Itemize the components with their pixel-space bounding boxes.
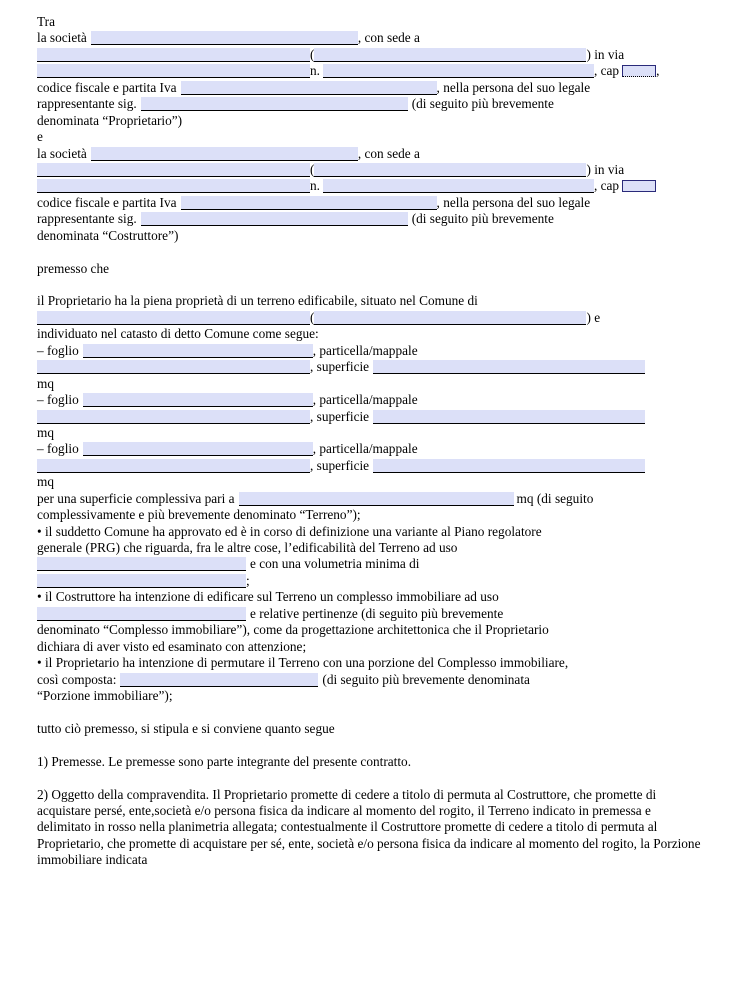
parcel-field-2[interactable]: [37, 410, 310, 424]
minimum-volume-field[interactable]: [37, 574, 246, 588]
parcel-label-3: , particella/mappale: [312, 441, 418, 457]
unit-label-2: mq: [37, 424, 54, 440]
cap-field[interactable]: [622, 65, 656, 77]
line-parcel-1: [37, 359, 705, 375]
line-portion-denomination: [37, 688, 705, 704]
line-representative-2: [37, 211, 705, 227]
line-composed: [37, 672, 705, 688]
line-fiscal-2: [37, 195, 705, 211]
sheet-label-2: – foglio: [37, 392, 79, 408]
line-fiscal-1: [37, 80, 705, 96]
line-sheet-2: [37, 392, 705, 408]
line-company-1: [37, 30, 705, 46]
line-prg-2: [37, 540, 705, 556]
line-sheet-1: [37, 343, 705, 359]
connector-label: e: [37, 129, 43, 145]
line-unit-2: [37, 425, 705, 441]
unit-label-1: mq: [37, 375, 54, 391]
total-surface-field[interactable]: [239, 492, 514, 506]
spacer-4: [37, 737, 705, 753]
line-tra: [37, 14, 705, 30]
spacer-3: [37, 704, 705, 720]
parcel-field-1[interactable]: [37, 360, 310, 374]
line-total-surface-2: [37, 507, 705, 523]
builder-line4: dichiara di aver visto ed esaminato con attenzione;: [37, 638, 307, 654]
representative-label: rappresentante sig.: [37, 96, 137, 112]
cap-label: , cap: [593, 63, 620, 79]
fiscal-code-label-2: codice fiscale e partita Iva: [37, 194, 177, 210]
sheet-field-2[interactable]: [83, 393, 313, 407]
total-surface-line2: complessivamente e più brevemente denominato “Terreno”);: [37, 507, 361, 523]
total-surface-prefix: per una superficie complessiva pari a: [37, 490, 235, 506]
line-municipality: [37, 310, 705, 326]
line-representative-1: [37, 96, 705, 112]
fiscal-code-tail: , nella persona del suo legale: [436, 79, 591, 95]
spacer-5: [37, 770, 705, 786]
line-builder-denomination: [37, 228, 705, 244]
cap-trailing-comma: ,: [656, 63, 660, 79]
portion-denomination: “Porzione immobiliare”);: [37, 687, 173, 703]
line-parcel-2: [37, 409, 705, 425]
clause-1-text: 1) Premesse. Le premesse sono parte integrante del presente contratto.: [37, 753, 412, 769]
line-seat-2: [37, 162, 705, 178]
seat-city-field-2[interactable]: [37, 163, 310, 177]
volume-mid-label: e con una volumetria minima di: [250, 556, 420, 572]
municipality-field[interactable]: [37, 311, 310, 325]
bullet-builder-line1: • il Costruttore ha intenzione di edificare sul Terreno un complesso immobiliare ad uso: [37, 589, 499, 605]
sheet-field-3[interactable]: [83, 442, 313, 456]
surface-field-2[interactable]: [373, 410, 645, 424]
intro-label: Tra: [37, 14, 55, 29]
seat-province-field[interactable]: [314, 48, 586, 62]
line-cadastre: [37, 326, 705, 342]
line-connector: [37, 129, 705, 145]
line-total-surface: [37, 491, 705, 507]
representative-tail-2: (di seguito più brevemente: [411, 211, 554, 227]
line-owner-bullet-1: [37, 655, 705, 671]
surface-label-1: , superficie: [310, 359, 370, 375]
total-surface-suffix: mq (di seguito: [516, 490, 594, 506]
sheet-field-1[interactable]: [83, 344, 313, 358]
surface-label-2: , superficie: [310, 408, 370, 424]
line-builder-use: [37, 606, 705, 622]
fiscal-code-tail-2: , nella persona del suo legale: [436, 194, 591, 210]
sheet-label-3: – foglio: [37, 441, 79, 457]
line-seat-1: [37, 47, 705, 63]
owner-denomination: denominata “Proprietario”): [37, 112, 183, 128]
company-label-2: la società: [37, 145, 87, 161]
builder-use-field[interactable]: [37, 607, 246, 621]
line-owner-denomination: [37, 113, 705, 129]
line-builder-3: [37, 622, 705, 638]
builder-denomination: denominata “Costruttore”): [37, 227, 179, 243]
representative-field-2[interactable]: [141, 212, 408, 226]
composed-label: così composta:: [37, 671, 117, 687]
representative-label-2: rappresentante sig.: [37, 211, 137, 227]
composed-tail: (di seguito più brevemente denominata: [322, 671, 530, 687]
street-field-2[interactable]: [37, 179, 310, 193]
stipulation-text: tutto ciò premesso, si stipula e si conviene quanto segue: [37, 720, 335, 736]
clause-2-paragraph: 2) Oggetto della compravendita. Il Proprietario promette di cedere a titolo di permuta al Costruttore, che promette di acquistare persé, ente,società e/o persona fisica da indicare al momento del rogito, il Terreno indicato in premessa e delimitato in rosso nella planimetria allegata; contestualmente il Costruttore promette di cedere a titolo di permuta al Proprietario, che promette di acquistare per sé, ente, società e/o persona fisica da indicare al momento del rogito, la Porzione immobiliare indicata: [37, 786, 701, 868]
line-street-1: [37, 63, 705, 79]
line-unit-3: [37, 474, 705, 490]
line-builder-1: [37, 589, 705, 605]
composed-of-field[interactable]: [120, 673, 318, 687]
surface-label-3: , superficie: [310, 457, 370, 473]
company-name-field[interactable]: [91, 31, 358, 45]
municipality-suffix: ) e: [586, 309, 601, 325]
street-number-label: n.: [310, 63, 320, 79]
bullet-prg-line2: generale (PRG) che riguarda, fra le altre cose, l’edificabilità del Terreno ad uso: [37, 540, 458, 555]
volume-end-semicolon: ;: [246, 572, 250, 588]
municipality-open-paren: (: [310, 309, 315, 325]
seat-label: , con sede a: [357, 30, 420, 46]
fiscal-code-field-2[interactable]: [181, 196, 437, 210]
representative-tail: (di seguito più brevemente: [411, 96, 554, 112]
province-open-paren-2: (: [310, 161, 315, 177]
province-open-paren: (: [310, 46, 315, 62]
spacer-1: [37, 244, 705, 260]
line-parcel-3: [37, 458, 705, 474]
street-number-field-2[interactable]: [323, 179, 594, 193]
line-use-destination: [37, 556, 705, 572]
unit-label-3: mq: [37, 474, 54, 490]
line-premises-heading: [37, 261, 705, 277]
surface-field-3[interactable]: [373, 459, 645, 473]
province-close-paren-2: ) in via: [586, 161, 625, 177]
fiscal-code-field[interactable]: [181, 81, 437, 95]
line-minimum-volume: [37, 573, 705, 589]
bullet-prg-line1: • il suddetto Comune ha approvato ed è in corso di definizione una variante al Piano regolatore: [37, 523, 542, 539]
spacer-2: [37, 277, 705, 293]
province-close-paren: ) in via: [586, 46, 625, 62]
surface-field-1[interactable]: [373, 360, 645, 374]
sheet-label-1: – foglio: [37, 342, 79, 358]
parcel-label-1: , particella/mappale: [312, 342, 418, 358]
parcel-label-2: , particella/mappale: [312, 392, 418, 408]
use-destination-field[interactable]: [37, 557, 246, 571]
cap-field-2[interactable]: [622, 180, 656, 192]
municipality-province-field[interactable]: [314, 311, 586, 325]
line-builder-4: [37, 639, 705, 655]
line-prg-1: [37, 524, 705, 540]
contract-document: [37, 14, 705, 869]
bullet-owner-line1: • il Proprietario ha intenzione di permutare il Terreno con una porzione del Complesso immobiliare,: [37, 655, 569, 671]
cadastre-text: individuato nel catasto di detto Comune come segue:: [37, 326, 319, 342]
seat-province-field-2[interactable]: [314, 163, 586, 177]
parcel-field-3[interactable]: [37, 459, 310, 473]
line-unit-1: [37, 376, 705, 392]
company-label: la società: [37, 30, 87, 46]
line-ownership: [37, 293, 705, 309]
seat-city-field[interactable]: [37, 48, 310, 62]
street-number-label-2: n.: [310, 178, 320, 194]
representative-field[interactable]: [141, 97, 408, 111]
company-name-field-2[interactable]: [91, 147, 358, 161]
line-company-2: [37, 146, 705, 162]
ownership-text: il Proprietario ha la piena proprietà di un terreno edificabile, situato nel Comune di: [37, 293, 478, 309]
builder-use-tail: e relative pertinenze (di seguito più brevemente: [250, 605, 504, 621]
street-number-field[interactable]: [323, 64, 594, 78]
fiscal-code-label: codice fiscale e partita Iva: [37, 79, 177, 95]
line-sheet-3: [37, 441, 705, 457]
cap-label-2: , cap: [593, 178, 620, 194]
seat-label-2: , con sede a: [357, 145, 420, 161]
premises-heading: premesso che: [37, 260, 109, 276]
line-clause-1: [37, 754, 705, 770]
builder-line3: denominato “Complesso immobiliare”), come da progettazione architettonica che il Proprietario: [37, 622, 549, 638]
line-street-2: [37, 178, 705, 194]
street-field[interactable]: [37, 64, 310, 78]
line-stipulation: [37, 721, 705, 737]
